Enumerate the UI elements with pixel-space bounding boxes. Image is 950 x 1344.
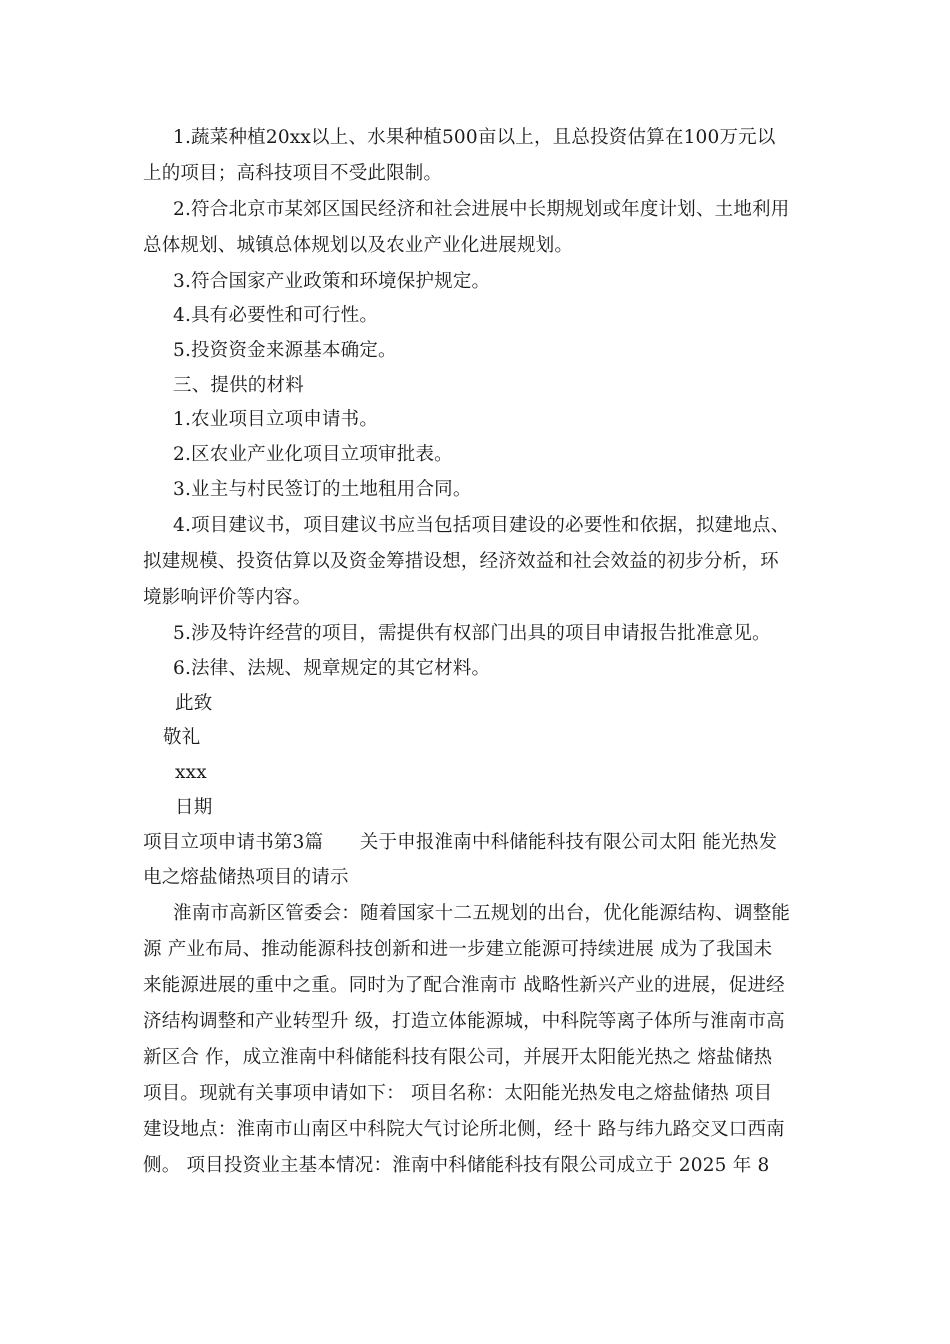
document-title-line: 电之熔盐储热项目的请示 [143,867,349,888]
section-heading: 三、提供的材料 [173,375,304,396]
text-line: 境影响评价等内容。 [143,587,312,608]
text-line: 2.区农业产业化项目立项审批表。 [173,444,453,465]
text-line: 4.具有必要性和可行性。 [173,305,379,326]
closing-regards: 敬礼 [163,727,201,748]
text-line: 6.法律、法规、规章规定的其它材料。 [173,658,491,679]
text-line: 5.涉及特许经营的项目，需提供有权部门出具的项目申请报告批准意见。 [173,623,771,644]
text-line: 上的项目；高科技项目不受此限制。 [143,163,443,184]
text-line: 建设地点：淮南市山南区中科院大气讨论所北侧，经十 路与纬九路交叉口西南 [143,1119,785,1140]
text-line: 2.符合北京市某郊区国民经济和社会进展中长期规划或年度计划、土地利用 [173,199,790,220]
closing-salutation: 此致 [175,693,213,714]
text-line: 4.项目建议书，项目建议书应当包括项目建设的必要性和依据，拟建地点、 [173,515,790,536]
text-line: 5.投资资金来源基本确定。 [173,340,397,361]
text-line: 济结构调整和产业转型升 级，打造立体能源城，中科院等离子体所与淮南市高 [143,1011,785,1032]
text-line: 来能源进展的重中之重。同时为了配合淮南市 战略性新兴产业的进展，促进经 [143,975,785,996]
text-line: 1.农业项目立项申请书。 [173,409,379,430]
text-line: 项目。现就有关事项申请如下： 项目名称：太阳能光热发电之熔盐储热 项目 [143,1083,773,1104]
text-line: 1.蔬菜种植20xx以上、水果种植500亩以上，且总投资估算在100万元以 [173,127,776,148]
signature-name: xxx [175,762,207,783]
document-title-line: 项目立项申请书第3篇 关于申报淮南中科储能科技有限公司太阳 能光热发 [143,832,778,853]
text-line: 拟建规模、投资估算以及资金筹措设想，经济效益和社会效益的初步分析，环 [143,551,779,572]
text-line: 侧。 项目投资业主基本情况：淮南中科储能科技有限公司成立于 2025 年 8 [143,1155,770,1176]
text-line: 3.符合国家产业政策和环境保护规定。 [173,271,491,292]
signature-date: 日期 [175,797,213,818]
text-line: 3.业主与村民签订的土地租用合同。 [173,479,472,500]
text-line: 淮南市高新区管委会：随着国家十二五规划的出台，优化能源结构、调整能 [173,903,791,924]
text-line: 源 产业布局、推动能源科技创新和进一步建立能源可持续进展 成为了我国未 [143,939,773,960]
text-line: 总体规划、城镇总体规划以及农业产业化进展规划。 [143,235,574,256]
text-line: 新区合 作，成立淮南中科储能科技有限公司，并展开太阳能光热之 熔盐储热 [143,1047,773,1068]
